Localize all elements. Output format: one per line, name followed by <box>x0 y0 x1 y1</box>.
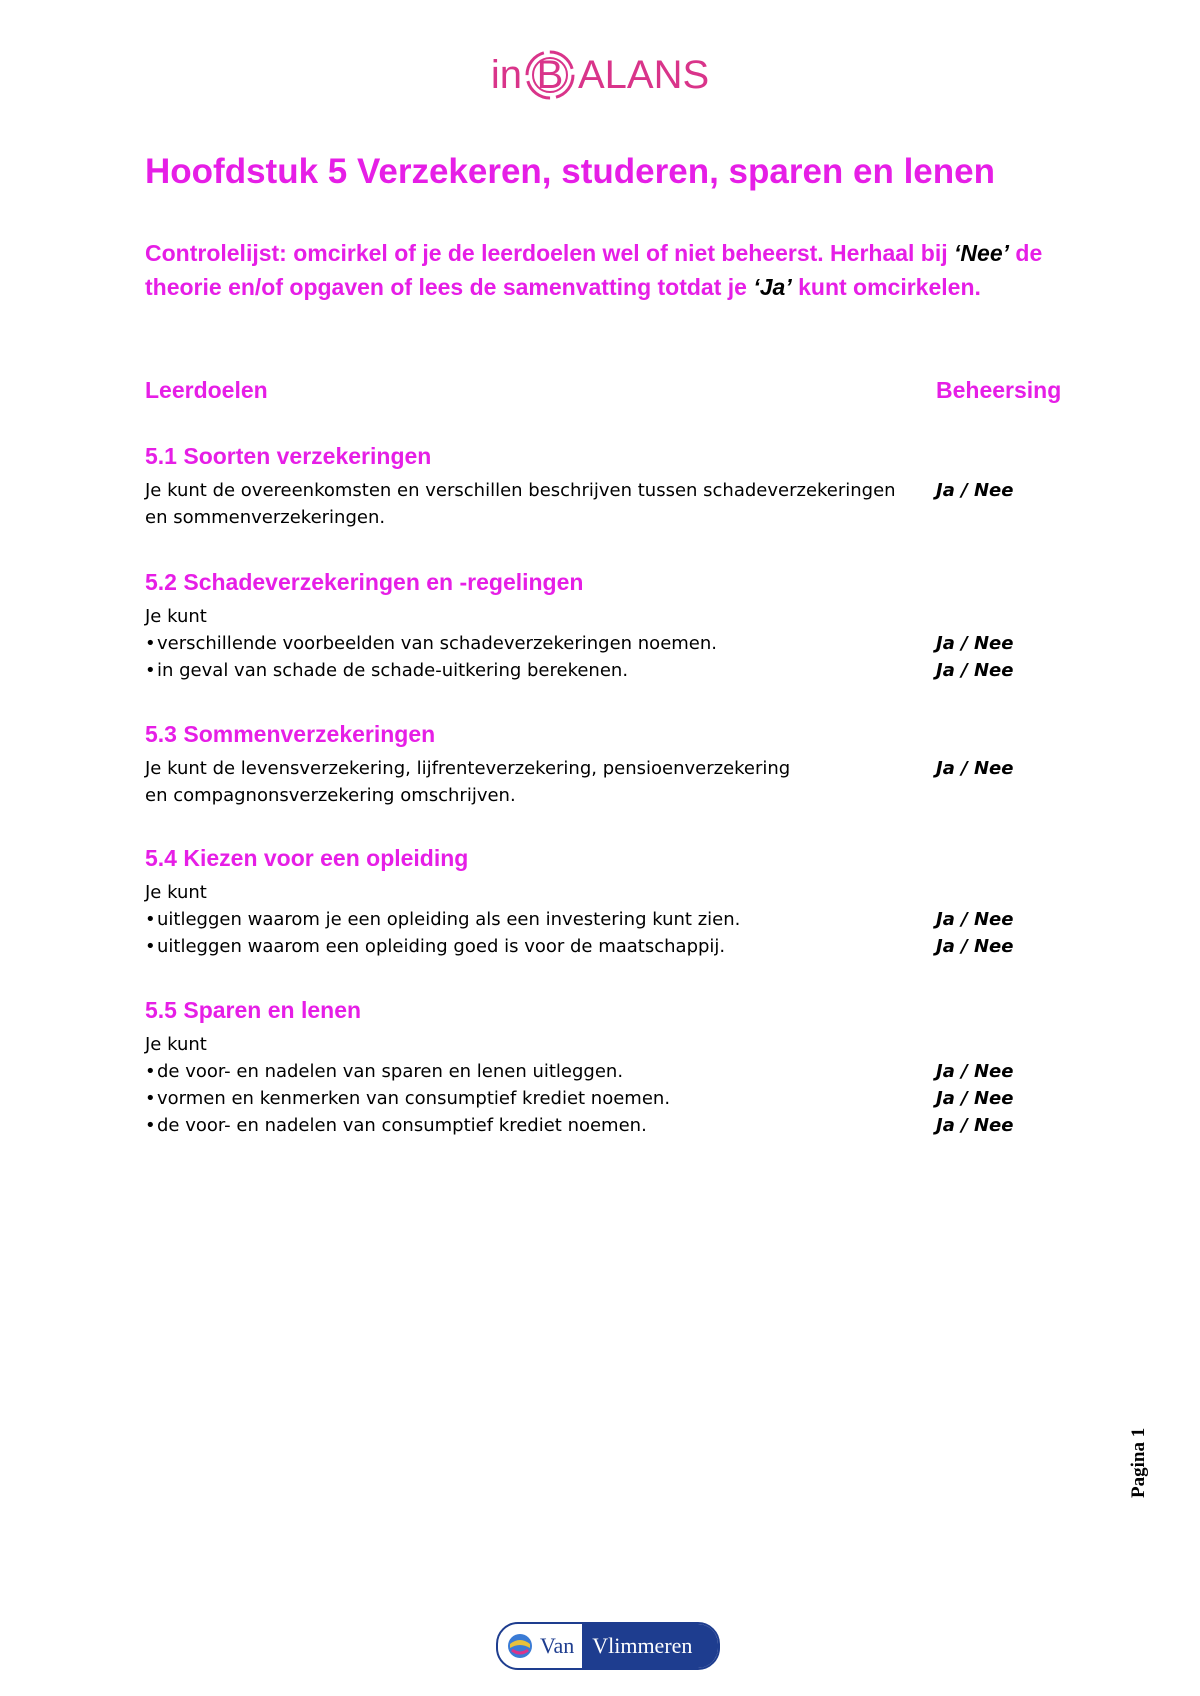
goal-row <box>145 603 1075 630</box>
bullet: • <box>145 936 156 957</box>
answer-ja-nee[interactable]: Ja / Nee <box>936 758 1014 779</box>
goal-row <box>145 1112 1075 1139</box>
answer-ja-nee[interactable]: Ja / Nee <box>936 633 1014 654</box>
intro-part3: kunt omcirkelen. <box>791 274 981 300</box>
goal-text: vormen en kenmerken van consumptief krediet noemen. <box>157 1088 671 1109</box>
section-title: 5.1 Soorten verzekeringen <box>145 443 432 469</box>
intro-nee: ‘Nee’ <box>954 240 1010 266</box>
goal-text: Je kunt de levensverzekering, lijfrenteverzekering, pensioenverzekering <box>145 758 791 779</box>
column-header-beheersing: Beheersing <box>936 377 1062 403</box>
intro-part2: de theorie en/of opgaven of lees de samenvatting totdat je <box>145 240 1043 300</box>
page-number: Pagina 1 <box>1128 1427 1149 1498</box>
section-5-4 <box>145 843 1075 960</box>
goal-text: uitleggen waarom je een opleiding als een investering kunt zien. <box>157 909 741 930</box>
publisher-name: Vlimmeren <box>582 1624 718 1668</box>
goal-row <box>145 933 1075 960</box>
goal-row <box>145 657 1075 684</box>
goal-text: verschillende voorbeelden van schadeverzekeringen noemen. <box>157 633 718 654</box>
globe-icon <box>506 1632 534 1660</box>
goal-row <box>145 782 1075 809</box>
bullet: • <box>145 660 156 681</box>
goal-text: Je kunt <box>145 882 207 903</box>
goal-row <box>145 755 1075 782</box>
goal-row <box>145 477 1075 504</box>
goal-text: en compagnonsverzekering omschrijven. <box>145 785 516 806</box>
publisher-van: Van <box>540 1633 575 1658</box>
goal-text: uitleggen waarom een opleiding goed is voor de maatschappij. <box>157 936 726 957</box>
van-vlimmeren-logo <box>496 1622 720 1670</box>
goal-row <box>145 504 1075 531</box>
section-title: 5.2 Schadeverzekeringen en -regelingen <box>145 569 584 595</box>
answer-ja-nee[interactable]: Ja / Nee <box>936 1061 1014 1082</box>
bullet: • <box>145 1088 156 1109</box>
bullet: • <box>145 909 156 930</box>
goal-row <box>145 879 1075 906</box>
page-title: Hoofdstuk 5 Verzekeren, studeren, sparen en lenen <box>145 152 995 191</box>
logo-suffix: ALANS <box>577 53 710 97</box>
logo-prefix: in <box>490 53 522 97</box>
goal-text: Je kunt de overeenkomsten en verschillen beschrijven tussen schadeverzekeringen <box>145 480 896 501</box>
goal-row <box>145 1085 1075 1112</box>
bullet: • <box>145 1115 156 1136</box>
intro-part1: Controlelijst: omcirkel of je de leerdoelen wel of niet beheerst. Herhaal bij <box>145 240 955 266</box>
section-5-2 <box>145 567 1075 684</box>
section-5-1 <box>145 441 1075 531</box>
goal-text: Je kunt <box>145 1034 207 1055</box>
logo-letter: B <box>536 53 564 97</box>
goal-row <box>145 630 1075 657</box>
inbalans-logo <box>0 48 1200 102</box>
section-5-5 <box>145 995 1075 1139</box>
logo-ring-icon <box>523 48 577 102</box>
goal-row <box>145 1031 1075 1058</box>
answer-ja-nee[interactable]: Ja / Nee <box>936 909 1014 930</box>
section-5-3 <box>145 719 1075 809</box>
bullet: • <box>145 1061 156 1082</box>
section-title: 5.4 Kiezen voor een opleiding <box>145 845 469 871</box>
goal-text: in geval van schade de schade-uitkering berekenen. <box>157 660 629 681</box>
goal-text: de voor- en nadelen van sparen en lenen uitleggen. <box>157 1061 624 1082</box>
intro-text <box>145 236 1090 304</box>
intro-ja: ‘Ja’ <box>753 274 792 300</box>
goal-row <box>145 1058 1075 1085</box>
goal-text: Je kunt <box>145 606 207 627</box>
answer-ja-nee[interactable]: Ja / Nee <box>936 660 1014 681</box>
answer-ja-nee[interactable]: Ja / Nee <box>936 1115 1014 1136</box>
answer-ja-nee[interactable]: Ja / Nee <box>936 480 1014 501</box>
goal-text: de voor- en nadelen van consumptief krediet noemen. <box>157 1115 647 1136</box>
answer-ja-nee[interactable]: Ja / Nee <box>936 1088 1014 1109</box>
section-title: 5.5 Sparen en lenen <box>145 997 362 1023</box>
goal-text: en sommenverzekeringen. <box>145 507 386 528</box>
section-title: 5.3 Sommenverzekeringen <box>145 721 436 747</box>
answer-ja-nee[interactable]: Ja / Nee <box>936 936 1014 957</box>
goal-row <box>145 906 1075 933</box>
bullet: • <box>145 633 156 654</box>
column-header-leerdoelen: Leerdoelen <box>145 377 268 403</box>
